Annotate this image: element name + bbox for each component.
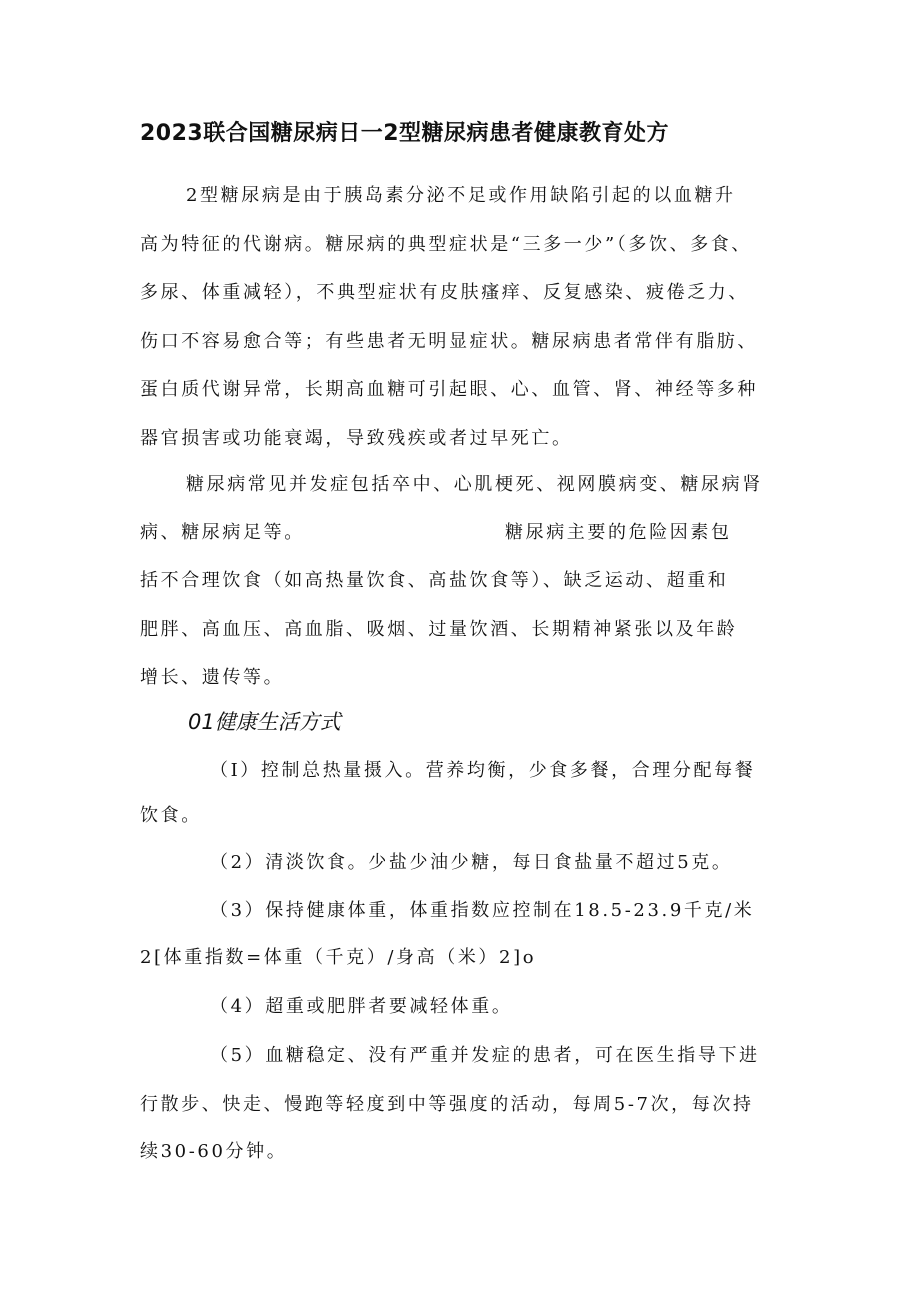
complications-line-1: 糖尿病常见并发症包括卒中、心肌梗死、视网膜病变、糖尿病肾 [186,474,763,495]
lifestyle-line-1: （I）控制总热量摄入。营养均衡，少食多餐，合理分配每餐 [210,760,756,781]
lifestyle-line-4: （3）保持健康体重，体重指数应控制在18.5-23.9千克/米 [210,900,755,921]
intro-line-2: 高为特征的代谢病。糖尿病的典型症状是“三多一少”（多饮、多食、 [140,234,753,255]
complications-line-4: 括不合理饮食（如高热量饮食、高盐饮食等）、缺乏运动、超重和 [140,570,729,591]
complications-line-6: 增长、遗传等。 [140,667,285,688]
lifestyle-line-6: （4）超重或肥胖者要减轻体重。 [210,996,513,1017]
lifestyle-line-8: 行散步、快走、慢跑等轻度到中等强度的活动，每周5-7次，每次持 [140,1094,754,1115]
intro-line-6: 器官损害或功能衰竭，导致残疾或者过早死亡。 [140,428,573,449]
lifestyle-line-7: （5）血糖稳定、没有严重并发症的患者，可在医生指导下进 [210,1045,760,1066]
lifestyle-line-9: 续30-60分钟。 [140,1141,288,1162]
lifestyle-line-5: 2[体重指数=体重（千克）/身高（米）2]o [140,947,537,968]
lifestyle-line-2: 饮食。 [140,805,202,826]
complications-line-3: 糖尿病主要的危险因素包 [505,522,732,543]
document-title: 2023联合国糖尿病日一2型糖尿病患者健康教育处方 [140,121,670,146]
intro-line-5: 蛋白质代谢异常，长期高血糖可引起眼、心、血管、肾、神经等多种 [140,379,758,400]
complications-line-5: 肥胖、高血压、高血脂、吸烟、过量饮酒、长期精神紧张以及年龄 [140,619,738,640]
complications-line-2: 病、糖尿病足等。 [140,522,305,543]
intro-line-4: 伤口不容易愈合等；有些患者无明显症状。糖尿病患者常伴有脂肪、 [140,331,758,352]
intro-line-3: 多尿、体重减轻），不典型症状有皮肤瘙痒、反复感染、疲倦乏力、 [140,282,749,303]
section-heading-healthy-lifestyle: 01健康生活方式 [188,710,341,734]
intro-line-1: 2型糖尿病是由于胰岛素分泌不足或作用缺陷引起的以血糖升 [186,185,736,206]
lifestyle-line-3: （2）清淡饮食。少盐少油少糖，每日食盐量不超过5克。 [210,852,733,873]
